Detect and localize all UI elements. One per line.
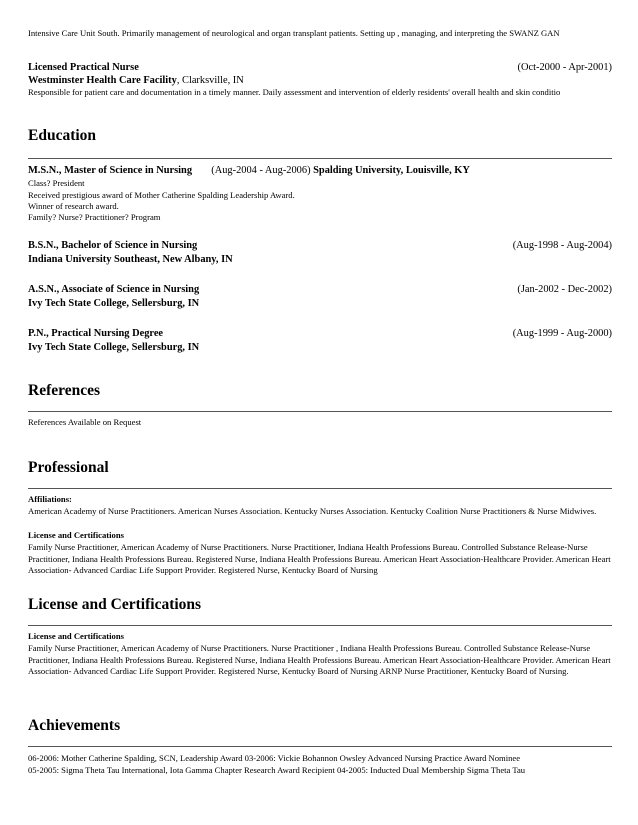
- degree-school: Indiana University Southeast, New Albany, IN: [28, 254, 233, 265]
- degree-school: Ivy Tech State College, Sellersburg, IN: [28, 342, 200, 353]
- achievements-divider: [28, 746, 612, 747]
- license-section-text: Family Nurse Practitioner, American Academy of Nurse Practitioners. Nurse Practitioner , Indiana Health Professions Bureau. Controlled Substance Release-Nurse Practitioner, Indiana Health Professions Bureau. Registered Nurse, Indiana Health Professions Bureau. American Heart Association-Healthcare Provider. American Heart Association- Advanced Cardiac Life Support Provider. Registered Nurse, Kentucky Board of Nursing ARNP Nurse Practitioner, Kentucky Board of Nursing.: [28, 643, 611, 676]
- license-section-divider: [28, 625, 612, 626]
- license-section-heading: License and Certifications: [28, 596, 202, 613]
- employer-location: , Clarksville, IN: [176, 75, 244, 86]
- affiliations-label: Affiliations:: [28, 494, 72, 504]
- references-text: References Available on Request: [28, 417, 142, 427]
- degree-name: P.N., Practical Nursing Degree: [28, 328, 164, 339]
- license-text: Family Nurse Practitioner, American Academy of Nurse Practitioners. Nurse Practitioner, Indiana Health Professions Bureau. Controlled Substance Release-Nurse Practitioner, Indiana Health Professions Bureau. Registered Nurse, Indiana Health Professions Bureau. American Heart Association-Healthcare Provider. American Heart Association- Advanced Cardiac Life Support Provider. Registered Nurse, Kentucky Board of Nursing: [28, 542, 611, 575]
- achievement-line: 05-2005: Sigma Theta Tau International, Iota Gamma Chapter Research Award Recipient 04-2005: Inducted Dual Membership Sigma Theta Tau: [28, 765, 526, 775]
- degree-school: Spalding University, Louisville, KY: [313, 165, 470, 176]
- education-heading: Education: [28, 127, 97, 144]
- degree-name: M.S.N., Master of Science in Nursing: [28, 165, 193, 176]
- achievement-line: 06-2006: Mother Catherine Spalding, SCN, Leadership Award 03-2006: Vickie Bohannon Owsley Advanced Nursing Practice Award Nominee: [28, 753, 521, 763]
- achievements-heading: Achievements: [28, 717, 121, 734]
- degree-name: B.S.N., Bachelor of Science in Nursing: [28, 240, 198, 251]
- degree-dates: (Jan-2002 - Dec-2002): [517, 284, 612, 295]
- msn-note: Winner of research award.: [28, 201, 119, 211]
- degree-dates: (Aug-1999 - Aug-2000): [512, 328, 612, 339]
- asn-degree-line: [28, 283, 612, 296]
- pn-degree-line: [28, 327, 612, 340]
- msn-degree-line: [28, 164, 612, 177]
- employer-name: Westminster Health Care Facility: [28, 75, 177, 86]
- job-dates: (Oct-2000 - Apr-2001): [517, 62, 612, 73]
- msn-note: Family? Nurse? Practitioner? Program: [28, 212, 161, 222]
- job-title: Licensed Practical Nurse: [28, 62, 139, 73]
- license-label: License and Certifications: [28, 530, 124, 540]
- professional-heading: Professional: [28, 459, 109, 476]
- affiliations-text: American Academy of Nurse Practitioners. American Nurses Association. Kentucky Nurses Association. Kentucky Coalition Nurse Practitioners & Nurse Midwives.: [28, 506, 597, 516]
- references-divider: [28, 411, 612, 412]
- degree-school: Ivy Tech State College, Sellersburg, IN: [28, 298, 200, 309]
- degree-dates: (Aug-2004 - Aug-2006): [211, 165, 311, 176]
- icu-description: Intensive Care Unit South. Primarily management of neurological and organ transplant patients. Setting up , managing, and interpreting the SWANZ GAN: [28, 28, 560, 38]
- msn-note: Received prestigious award of Mother Catherine Spalding Leadership Award.: [28, 190, 295, 200]
- degree-dates: (Aug-1998 - Aug-2004): [512, 240, 612, 251]
- references-heading: References: [28, 382, 101, 399]
- job-employer: [28, 74, 612, 87]
- job-description: Responsible for patient care and documentation in a timely manner. Daily assessment and intervention of elderly residents' overall health and skin conditio: [28, 87, 561, 97]
- professional-divider: [28, 488, 612, 489]
- bsn-degree-line: [28, 239, 612, 252]
- education-divider: [28, 158, 612, 159]
- degree-name: A.S.N., Associate of Science in Nursing: [28, 284, 200, 295]
- msn-note: Class? President: [28, 178, 85, 188]
- license-section-label: License and Certifications: [28, 631, 124, 641]
- lpn-job-header: [28, 61, 612, 74]
